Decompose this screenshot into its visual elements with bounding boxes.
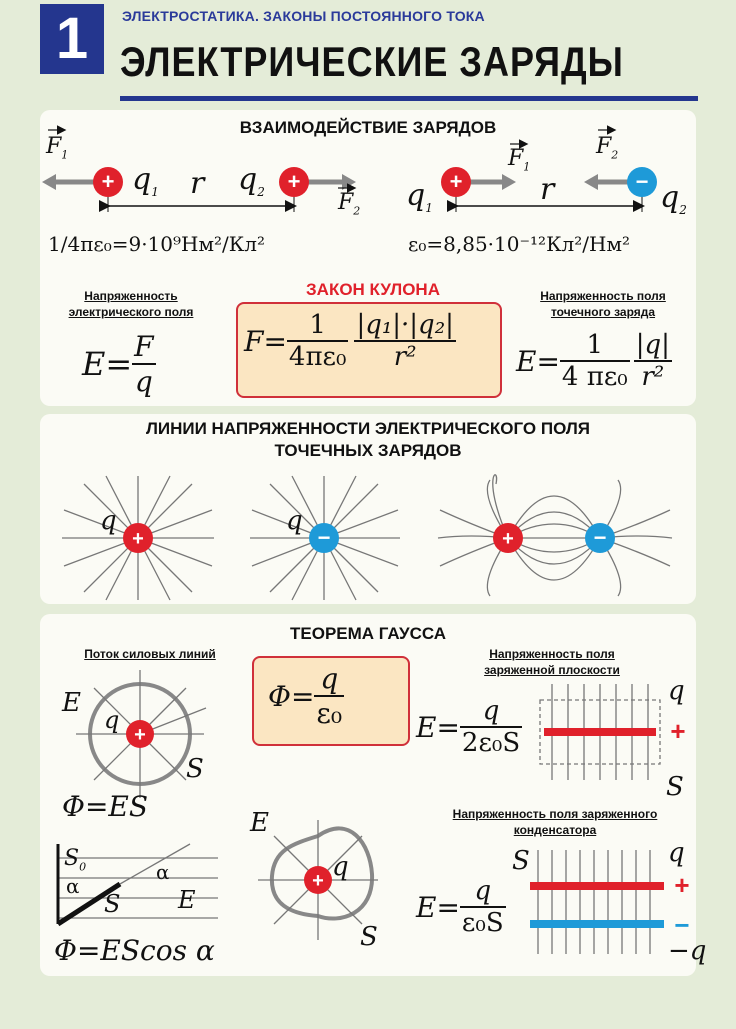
force-f1-right: $F_1$ — [508, 146, 531, 174]
coulomb-law-formula: F = $\frac{1}{\text{4πε₀}}$ $\frac{\text{|q₁|·|q₂|}}{\text{r²}}$ — [244, 310, 454, 372]
plane-S-label: S — [666, 772, 684, 802]
capacitor-S-label: S — [512, 846, 530, 876]
svg-text:+: + — [132, 528, 144, 550]
blob-E-label: E — [250, 808, 269, 838]
svg-text:+: + — [670, 716, 686, 746]
capacitor-negative-q-label: −q — [668, 936, 707, 966]
distance-r-left: r — [190, 166, 205, 201]
plane-field-formula: E = $\frac{q}{\text{2ε₀S}}$ — [416, 696, 521, 758]
page-title: ЭЛЕКТРИЧЕСКИЕ ЗАРЯДЫ — [120, 38, 624, 86]
sphere-E-label: E — [62, 688, 81, 718]
gauss-theorem-formula: Φ= $\frac{q}{\text{ε₀}}$ — [268, 662, 343, 730]
svg-text:+: + — [287, 169, 301, 194]
svg-text:−: − — [635, 169, 649, 194]
lesson-number: 1 — [40, 4, 104, 74]
field-strength-label: Напряженность электрического поля — [68, 289, 194, 319]
svg-text:−: − — [317, 525, 331, 550]
title-rule — [120, 96, 698, 101]
electric-constant: ε₀=8,85·10⁻¹²Кл²/Нм² — [408, 232, 631, 256]
sphere-S-label: S — [186, 754, 204, 784]
angle-alpha-label-left: α — [66, 874, 80, 898]
svg-text:+: + — [674, 870, 690, 900]
charge-q1-left: $q_1$ — [132, 162, 159, 199]
blob-S-label: S — [360, 922, 378, 952]
svg-text:−: − — [674, 910, 690, 940]
section2-heading: ЛИНИИ НАПРЯЖЕННОСТИ ЭЛЕКТРИЧЕСКОГО ПОЛЯ ТОЧЕЧНЫХ ЗАРЯДОВ — [145, 419, 591, 460]
surface-E-label: E — [178, 886, 196, 914]
force-f1-left: $F_1$ — [46, 134, 69, 162]
coulomb-law-heading: ЗАКОН КУЛОНА — [306, 280, 440, 299]
area-S0-label: $S_0$ — [64, 846, 87, 874]
negative-charge-q-label: q — [286, 506, 303, 536]
blob-q-label: q — [332, 852, 349, 882]
angle-alpha-label-right: α — [156, 860, 170, 884]
flux-cos-formula: Φ=EScos α — [54, 934, 215, 967]
positive-charge-q-label: q — [100, 506, 117, 536]
distance-r-right: r — [540, 172, 555, 207]
plane-q-label: q — [668, 676, 685, 706]
section3-heading: ТЕОРЕМА ГАУССА — [290, 624, 446, 643]
capacitor-field-formula: E = $\frac{q}{\text{ε₀S}}$ — [416, 876, 504, 938]
section1-heading: ВЗАИМОДЕЙСТВИЕ ЗАРЯДОВ — [239, 118, 497, 137]
flux-formula: Φ=ES — [62, 790, 149, 823]
field-definition-formula: E = $\frac{F}{q}$ — [82, 330, 154, 398]
point-field-formula: E = $\frac{1}{\text{4 πε₀}}$ $\frac{|q|}{\text{r²}}$ — [516, 330, 670, 392]
svg-text:+: + — [101, 169, 115, 194]
force-f2-right: $F_2$ — [596, 134, 619, 162]
charge-q2-right: $q_2$ — [660, 180, 687, 217]
charge-q1-right: $q_1$ — [406, 178, 433, 215]
svg-text:+: + — [312, 870, 324, 892]
capacitor-q-label: q — [668, 838, 685, 868]
capacitor-positive-plate — [530, 882, 664, 890]
capacitor-negative-plate — [530, 920, 664, 928]
plane-field-label: Напряженность поля заряженной плоскости — [484, 647, 620, 677]
charged-plane — [544, 728, 656, 736]
capacitor-field-label: Напряженность поля заряженного конденсатора — [452, 807, 658, 837]
area-S-label: S — [104, 890, 121, 918]
svg-text:+: + — [134, 724, 146, 746]
svg-text:+: + — [449, 169, 463, 194]
sphere-q-label: q — [104, 706, 120, 734]
svg-text:−: − — [593, 525, 607, 550]
svg-text:+: + — [502, 528, 514, 550]
charge-q2-left: $q_2$ — [238, 162, 265, 199]
page-subtitle: ЭЛЕКТРОСТАТИКА. ЗАКОНЫ ПОСТОЯННОГО ТОКА — [122, 8, 485, 24]
coulomb-constant: 1/4πε₀=9·10⁹Нм²/Кл² — [48, 232, 265, 256]
point-charge-field-label: Напряженность поля точечного заряда — [540, 289, 666, 319]
flux-label: Поток силовых линий — [84, 647, 216, 661]
force-f2-left: $F_2$ — [338, 190, 361, 218]
